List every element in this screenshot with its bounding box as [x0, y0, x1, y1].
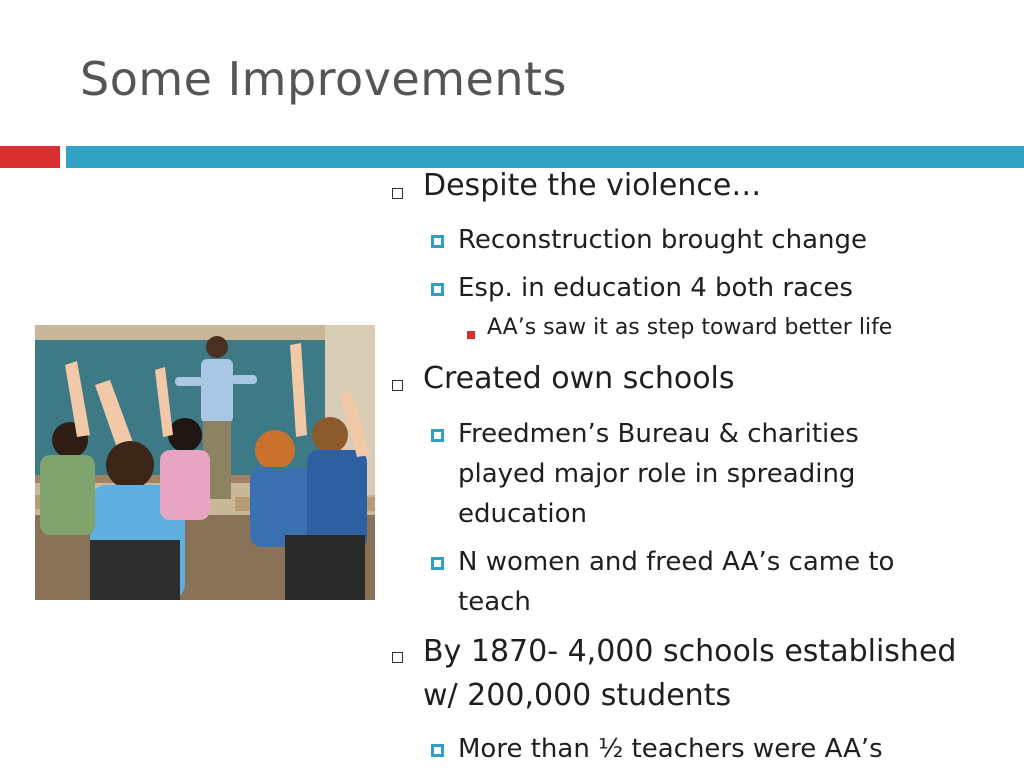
- bullet-l2-freedmen-line3: education: [458, 499, 588, 529]
- bullet-l1-schools: Created own schools: [423, 361, 735, 396]
- bullet-square-blue-icon: [431, 283, 444, 296]
- bullet-l1-despite: Despite the violence…: [423, 168, 762, 203]
- bullet-l2-women-line1: N women and freed AA’s came to: [458, 547, 895, 577]
- bullet-square-blue-icon: [431, 429, 444, 442]
- bullet-l2-education: Esp. in education 4 both races: [458, 273, 853, 303]
- classroom-photo: [35, 325, 375, 600]
- bullet-l2-freedmen-line2: played major role in spreading: [458, 459, 856, 489]
- slide-title: Some Improvements: [80, 52, 567, 106]
- bullet-square-outline-icon: [392, 380, 403, 391]
- bullet-l2-freedmen-line1: Freedmen’s Bureau & charities: [458, 419, 859, 449]
- bullet-l3-step: AA’s saw it as step toward better life: [487, 315, 893, 340]
- accent-bar-blue: [66, 146, 1024, 168]
- bullet-square-outline-icon: [392, 188, 403, 199]
- bullet-square-blue-icon: [431, 557, 444, 570]
- bullet-l1-1870-line2: w/ 200,000 students: [423, 678, 732, 713]
- bullet-l2-women-line2: teach: [458, 587, 531, 617]
- bullet-square-red-icon: [467, 331, 475, 339]
- bullet-l2-reconstruction: Reconstruction brought change: [458, 225, 867, 255]
- bullet-square-blue-icon: [431, 744, 444, 757]
- bullet-square-blue-icon: [431, 235, 444, 248]
- accent-bar-red: [0, 146, 60, 168]
- bullet-square-outline-icon: [392, 652, 403, 663]
- bullet-l1-1870-line1: By 1870- 4,000 schools established: [423, 634, 957, 669]
- bullet-l2-teachers: More than ½ teachers were AA’s: [458, 734, 883, 764]
